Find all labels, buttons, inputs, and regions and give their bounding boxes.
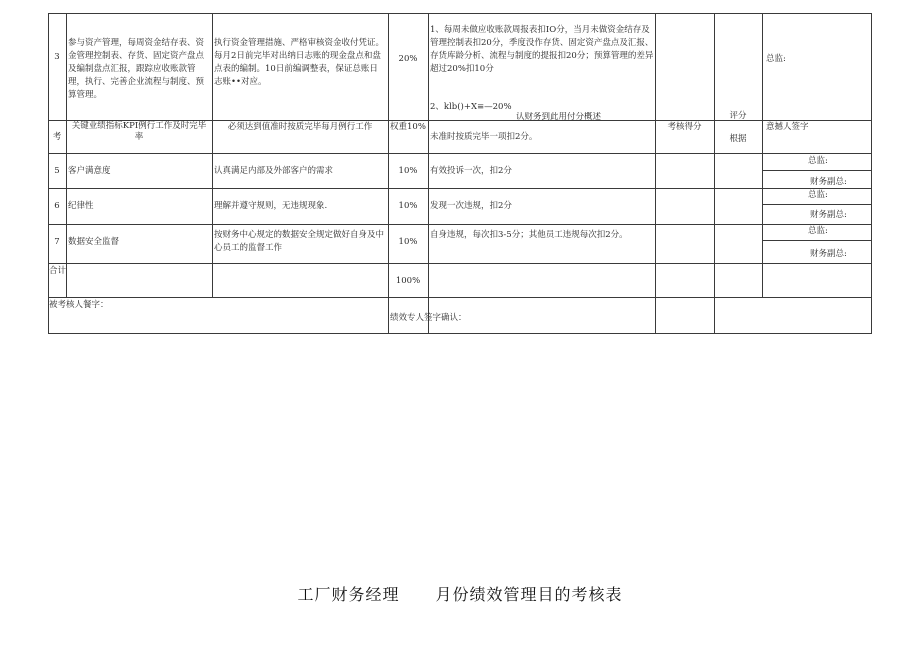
signature-label: 财务副总: [810, 249, 847, 259]
header-standard: 必须达到值准时按质完毕每月例行工作 [227, 122, 373, 132]
kpi-cell: 客户满意度 [68, 166, 111, 176]
table-line [762, 240, 872, 241]
page-title [0, 582, 920, 605]
weight-cell: 10% [398, 201, 418, 211]
assessee-signature: 被考核人餐字： [49, 300, 109, 310]
signature-label: 总监: [766, 54, 786, 64]
row-number: 5 [54, 166, 60, 176]
row-number: 6 [54, 201, 60, 211]
rule-cell: 有效投诉一次，扣2分 [430, 166, 512, 176]
header-basis-top: 评分 [729, 111, 747, 121]
table-line [48, 153, 872, 154]
kpi-cell: 纪律性 [68, 201, 94, 211]
rule-cell: 2、klb()+X≡—20% [430, 102, 512, 112]
table-line [48, 297, 872, 298]
weight-cell: 10% [398, 166, 418, 176]
table-line [48, 13, 872, 14]
rule-cell: 自身违规，每次扣3-5分；其他员工违规每次扣2分。 [430, 230, 628, 240]
signature-label: 总监: [808, 156, 828, 166]
title-part-1: 工厂财务经理 [297, 585, 400, 604]
signature-label: 财务副总: [810, 210, 847, 220]
header-basis-bottom: 根据 [729, 134, 747, 144]
header-kpi: 关键业绩指标KPI例行工作及时完毕率 [71, 121, 207, 142]
table-line [428, 13, 429, 334]
standard-cell: 认真满足内部及外部客户的需求 [214, 166, 334, 176]
table-line [655, 13, 656, 334]
table-line [714, 13, 715, 334]
weight-cell: 20% [398, 54, 418, 64]
standard-cell: 按财务中心规定的数据安全规定做好自身及中心员工的监督工作 [214, 230, 385, 253]
kpi-cell: 数据安全监督 [68, 237, 120, 247]
standard-cell: 理解并遵守规则，无违规现象. [214, 201, 328, 211]
rule-cell: 1、每周未做应收账款周报表扣IO分，当月未做资金结存及管理控制表扣20分，季度没作存货、固定资产盘点及汇报、存货库龄分析、流程与制度的提报扣20分；预算管理的差异超过20%扣10分 [430, 25, 654, 74]
table-line [48, 188, 872, 189]
table-line [66, 13, 67, 297]
table-line [762, 204, 872, 205]
header-weight: 权重10% [390, 122, 426, 132]
signature-label: 总监: [808, 226, 828, 236]
total-weight: 100% [395, 276, 421, 286]
table-line [762, 13, 763, 297]
table-line [48, 333, 872, 334]
weight-cell: 10% [398, 237, 418, 247]
signature-label: 总监: [808, 190, 828, 200]
row-number: 7 [54, 237, 60, 247]
rule-cell-fragment: 认财务到此用付分概述 [516, 112, 602, 120]
table-line [871, 13, 872, 334]
standard-cell: 执行资金管理措施、严格审核资金收付凭证。每月2日前完毕对出纳日志账的现金盘点和盘点表的编制。10日前编调整表，保证总账日志账••对应。 [214, 38, 385, 87]
row-number: 3 [54, 52, 60, 62]
title-part-2: 月份绩效管理目的考核表 [435, 585, 623, 604]
signature-label: 财务副总: [810, 177, 847, 187]
assessment-table [48, 13, 872, 334]
total-label: 合计 [49, 266, 67, 276]
table-line [48, 224, 872, 225]
header-signature: 意撼人签字 [766, 122, 809, 132]
header-score: 考核得分 [667, 122, 702, 132]
table-line [212, 13, 213, 297]
header-rule: 未准时按质完毕一项扣2分。 [430, 132, 538, 142]
kpi-cell: 参与资产管理，每周资金结存表、资金管理控制表、存货、固定资产盘点及编制盘点汇报，跟踪应收账款管理，执行、完善企业流程与制度、预算管理。 [68, 38, 205, 100]
header-assess: 考 [52, 132, 62, 142]
table-line [762, 170, 872, 171]
performance-signature: 绩效专人签字确认： [390, 313, 467, 323]
rule-cell: 发现一次违规，扣2分 [430, 201, 512, 211]
table-line [48, 263, 872, 264]
